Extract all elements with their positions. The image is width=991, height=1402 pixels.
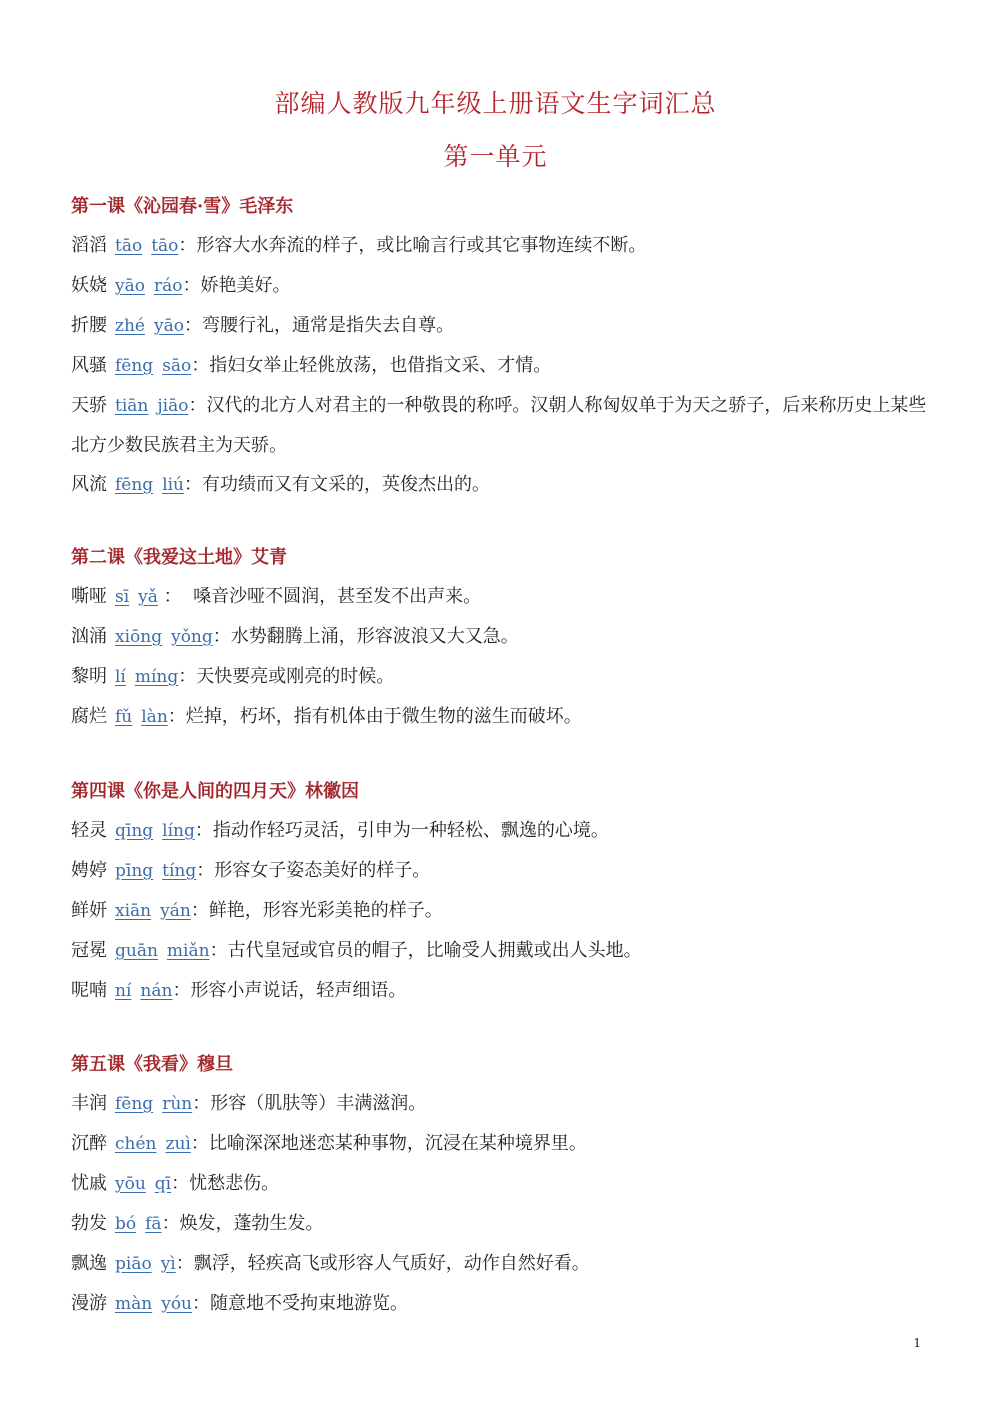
lesson-section xyxy=(71,1045,931,1324)
vocab-word: 呢喃 xyxy=(71,980,107,1001)
vocab-separator: ： xyxy=(188,395,207,416)
vocab-word: 风流 xyxy=(71,474,107,495)
vocab-entry xyxy=(71,1284,931,1324)
vocab-entry xyxy=(71,697,931,737)
vocab-definition: 比喻深深地迷恋某种事物，沉浸在某种境界里。 xyxy=(208,1133,587,1154)
vocab-separator: ： xyxy=(167,706,186,727)
pinyin-link[interactable]: tāo xyxy=(115,236,143,256)
pinyin-link[interactable]: bó xyxy=(115,1214,137,1234)
vocab-entry xyxy=(71,971,931,1011)
vocab-entry xyxy=(71,386,931,465)
vocab-entry xyxy=(71,891,931,931)
vocab-word: 鲜妍 xyxy=(71,900,107,921)
vocab-definition: 水势翻腾上涌，形容波浪又大又急。 xyxy=(230,626,519,647)
vocab-entry xyxy=(71,617,931,657)
pinyin-link[interactable]: nán xyxy=(140,981,173,1001)
vocab-word: 黎明 xyxy=(71,666,107,687)
vocab-word: 沉醉 xyxy=(71,1133,107,1154)
pinyin-link[interactable]: ní xyxy=(115,981,132,1001)
vocab-definition: 嗓音沙哑不圆润，甚至发不出声来。 xyxy=(193,586,482,607)
vocab-separator: ： xyxy=(192,1293,211,1314)
vocab-separator: ： xyxy=(182,275,201,296)
pinyin-link[interactable]: fēng xyxy=(115,475,154,495)
vocab-definition: 形容女子姿态美好的样子。 xyxy=(214,860,431,881)
pinyin-link[interactable]: ráo xyxy=(153,276,183,296)
vocab-definition: 形容大水奔流的样子，或比喻言行或其它事物连续不断。 xyxy=(196,235,647,256)
vocab-definition: 汉代的北方人对君主的一种敬畏的称呼。汉朝人称匈奴单于为天之骄子，后来称历史上某些北方少数民族君主为天骄。 xyxy=(71,395,927,456)
lesson-title: 第四课《你是人间的四月天》林徽因 xyxy=(71,781,359,802)
vocab-separator: ： xyxy=(212,626,231,647)
pinyin-link[interactable]: yán xyxy=(160,901,191,921)
vocab-separator: ： xyxy=(175,1253,194,1274)
vocab-definition: 忧愁悲伤。 xyxy=(189,1173,280,1194)
pinyin-link[interactable]: yōu xyxy=(115,1174,146,1194)
vocab-definition: 形容（肌肤等）丰满滋润。 xyxy=(210,1093,427,1114)
vocab-separator: ： xyxy=(209,940,228,961)
vocab-definition: 弯腰行礼，通常是指失去自尊。 xyxy=(201,315,454,336)
pinyin-link[interactable]: xiān xyxy=(115,901,152,921)
vocab-entry xyxy=(71,577,931,617)
vocab-word: 妖娆 xyxy=(71,275,107,296)
vocab-definition: 有功绩而又有文采的，英俊杰出的。 xyxy=(202,474,491,495)
vocab-definition: 娇艳美好。 xyxy=(200,275,291,296)
pinyin-link[interactable]: jiāo xyxy=(157,396,189,416)
vocab-separator: ： xyxy=(192,1093,211,1114)
vocab-definition: 古代皇冠或官员的帽子，比喻受人拥戴或出人头地。 xyxy=(227,940,642,961)
vocab-word: 丰润 xyxy=(71,1093,107,1114)
vocab-definition: 指动作轻巧灵活，引申为一种轻松、飘逸的心境。 xyxy=(212,820,609,841)
pinyin-link[interactable]: xiōng xyxy=(115,627,163,647)
lesson-section xyxy=(71,538,931,737)
pinyin-link[interactable]: fēng xyxy=(115,1094,154,1114)
vocab-definition: 天快要亮或刚亮的时候。 xyxy=(196,666,395,687)
pinyin-link[interactable]: tāo xyxy=(151,236,179,256)
vocab-entry xyxy=(71,266,931,306)
vocab-word: 腐烂 xyxy=(71,706,107,727)
vocab-entry xyxy=(71,465,931,505)
vocab-word: 嘶哑 xyxy=(71,586,107,607)
vocab-separator: ： xyxy=(184,474,203,495)
vocab-word: 汹涌 xyxy=(71,626,107,647)
vocab-word: 漫游 xyxy=(71,1293,107,1314)
pinyin-link[interactable]: sī xyxy=(115,587,130,607)
vocab-definition: 烂掉，朽坏，指有机体由于微生物的滋生而破坏。 xyxy=(185,706,582,727)
vocab-definition: 飘浮，轻疾高飞或形容人气质好，动作自然好看。 xyxy=(193,1253,590,1274)
lesson-title: 第五课《我看》穆旦 xyxy=(71,1054,233,1075)
vocab-word: 滔滔 xyxy=(71,235,107,256)
vocab-word: 风骚 xyxy=(71,355,107,376)
vocab-separator: ： xyxy=(178,666,197,687)
pinyin-link[interactable]: fǔ xyxy=(115,707,133,727)
pinyin-link[interactable]: chén xyxy=(115,1134,157,1154)
vocab-separator: ： xyxy=(157,586,194,607)
pinyin-link[interactable]: míng xyxy=(134,667,179,687)
vocab-separator: ： xyxy=(183,315,202,336)
pinyin-link[interactable]: guān xyxy=(115,941,158,961)
vocab-separator: ： xyxy=(172,980,191,1001)
vocab-entry xyxy=(71,811,931,851)
vocab-entry xyxy=(71,657,931,697)
vocab-entry xyxy=(71,1124,931,1164)
vocab-word: 飘逸 xyxy=(71,1253,107,1274)
page-number: 1 xyxy=(913,1336,921,1350)
pinyin-link[interactable]: zhé xyxy=(115,316,145,336)
vocab-separator: ： xyxy=(190,900,209,921)
pinyin-link[interactable]: sāo xyxy=(162,356,192,376)
pinyin-link[interactable]: màn xyxy=(115,1294,153,1314)
vocab-word: 忧戚 xyxy=(71,1173,107,1194)
pinyin-link[interactable]: qīng xyxy=(115,821,154,841)
pinyin-link[interactable]: zuì xyxy=(165,1134,191,1154)
pinyin-link[interactable]: làn xyxy=(141,707,168,727)
vocab-separator: ： xyxy=(178,235,197,256)
vocab-separator: ： xyxy=(190,1133,209,1154)
pinyin-link[interactable]: miǎn xyxy=(166,941,210,961)
vocab-definition: 焕发，蓬勃生发。 xyxy=(179,1213,324,1234)
vocab-word: 折腰 xyxy=(71,315,107,336)
vocab-entry xyxy=(71,1204,931,1244)
vocab-entry xyxy=(71,346,931,386)
vocab-separator: ： xyxy=(191,355,210,376)
lesson-title: 第一课《沁园春·雪》毛泽东 xyxy=(71,196,294,217)
vocab-separator: ： xyxy=(194,820,213,841)
pinyin-link[interactable]: yāo xyxy=(153,316,184,336)
vocab-entry xyxy=(71,1244,931,1284)
vocab-separator: ： xyxy=(196,860,215,881)
pinyin-link[interactable]: qī xyxy=(154,1174,172,1194)
vocab-word: 轻灵 xyxy=(71,820,107,841)
pinyin-link[interactable]: tiān xyxy=(115,396,149,416)
pinyin-link[interactable]: yǒng xyxy=(171,627,213,647)
vocab-definition: 指妇女举止轻佻放荡，也借指文采、才情。 xyxy=(209,355,552,376)
vocab-entry xyxy=(71,851,931,891)
vocab-entry xyxy=(71,226,931,266)
pinyin-link[interactable]: yǎ xyxy=(138,587,158,607)
vocab-separator: ： xyxy=(161,1213,180,1234)
vocab-word: 勃发 xyxy=(71,1213,107,1234)
vocab-entry xyxy=(71,931,931,971)
vocab-separator: ： xyxy=(171,1173,190,1194)
vocab-entry xyxy=(71,306,931,346)
unit-title: 第一单元 xyxy=(443,142,548,171)
pinyin-link[interactable]: liú xyxy=(162,475,185,495)
vocab-entry xyxy=(71,1084,931,1124)
vocab-definition: 形容小声说话，轻声细语。 xyxy=(190,980,407,1001)
pinyin-link[interactable]: piāo xyxy=(115,1254,152,1274)
pinyin-link[interactable]: líng xyxy=(162,821,195,841)
pinyin-link[interactable]: pīng xyxy=(115,861,154,881)
pinyin-link[interactable]: yóu xyxy=(161,1294,193,1314)
lesson-section xyxy=(71,187,931,505)
vocab-definition: 随意地不受拘束地游览。 xyxy=(210,1293,409,1314)
pinyin-link[interactable]: fā xyxy=(145,1214,162,1234)
pinyin-link[interactable]: tíng xyxy=(162,861,197,881)
vocab-word: 娉婷 xyxy=(71,860,107,881)
pinyin-link[interactable]: rùn xyxy=(162,1094,193,1114)
vocab-word: 天骄 xyxy=(71,395,107,416)
pinyin-link[interactable]: yāo xyxy=(115,276,145,296)
vocab-word: 冠冕 xyxy=(71,940,107,961)
pinyin-link[interactable]: lí xyxy=(115,667,126,687)
pinyin-link[interactable]: fēng xyxy=(115,356,154,376)
vocab-entry xyxy=(71,1164,931,1204)
lesson-title: 第二课《我爱这土地》艾青 xyxy=(71,547,287,568)
document-title: 部编人教版九年级上册语文生字词汇总 xyxy=(274,89,717,118)
vocab-definition: 鲜艳，形容光彩美艳的样子。 xyxy=(208,900,443,921)
pinyin-link[interactable]: yì xyxy=(160,1254,176,1274)
lesson-section xyxy=(71,772,931,1011)
